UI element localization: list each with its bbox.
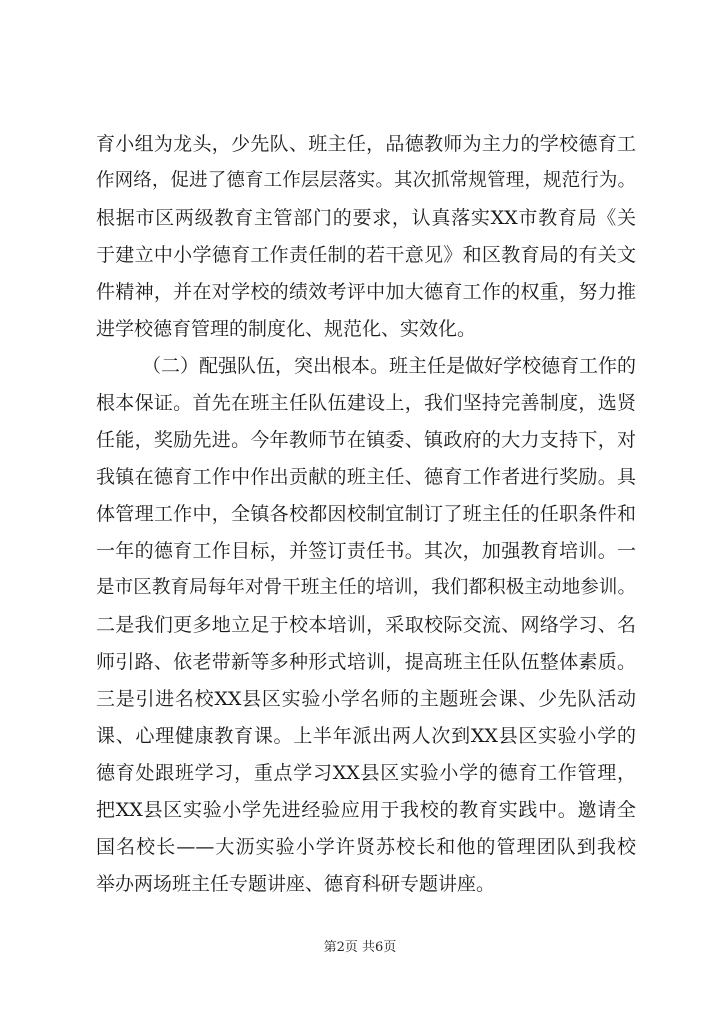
body-line-3: 根据市区两级教育主管部门的要求，认真落实XX市教育局《关 xyxy=(96,207,636,229)
body-line-1: 育小组为龙头，少先队、班主任，品德教师为主力的学校德育工 xyxy=(96,133,636,155)
body-line-20: 国名校长——大沥实验小学许贤苏校长和他的管理团队到我校 xyxy=(96,836,636,858)
section-heading-line: （二）配强队伍，突出根本。班主任是做好学校德育工作的 xyxy=(142,355,637,377)
body-line-18: 德育处跟班学习，重点学习XX县区实验小学的德育工作管理， xyxy=(96,762,636,784)
body-line-19: 把XX县区实验小学先进经验应用于我校的教育实践中。邀请全 xyxy=(96,799,636,821)
body-line-17: 课、心理健康教育课。上半年派出两人次到XX县区实验小学的 xyxy=(96,725,636,747)
body-line-4: 于建立中小学德育工作责任制的若干意见》和区教育局的有关文 xyxy=(96,244,636,266)
body-line-2: 作网络，促进了德育工作层层落实。其次抓常规管理，规范行为。 xyxy=(96,170,636,191)
body-line-6: 进学校德育管理的制度化、规范化、实效化。 xyxy=(96,318,477,340)
body-line-11: 体管理工作中，全镇各校都因校制宜制订了班主任的任职条件和 xyxy=(96,503,636,525)
body-line-16: 三是引进名校XX县区实验小学名师的主题班会课、少先队活动 xyxy=(96,688,636,710)
body-line-14: 二是我们更多地立足于校本培训，采取校际交流、网络学习、名 xyxy=(96,614,636,636)
page-number-footer: 第2页 共6页 xyxy=(323,940,397,955)
body-line-13: 是市区教育局每年对骨干班主任的培训，我们都积极主动地参训。 xyxy=(96,577,636,598)
body-line-8: 根本保证。首先在班主任队伍建设上，我们坚持完善制度，选贤 xyxy=(96,392,636,414)
body-line-9: 任能，奖励先进。今年教师节在镇委、镇政府的大力支持下，对 xyxy=(96,429,636,451)
body-line-15: 师引路、依老带新等多种形式培训，提高班主任队伍整体素质。 xyxy=(96,651,636,673)
body-line-5: 件精神，并在对学校的绩效考评中加大德育工作的权重，努力推 xyxy=(96,281,636,303)
body-line-10: 我镇在德育工作中作出贡献的班主任、德育工作者进行奖励。具 xyxy=(96,466,636,488)
body-line-12: 一年的德育工作目标，并签订责任书。其次，加强教育培训。一 xyxy=(96,540,636,562)
body-line-21: 举办两场班主任专题讲座、德育科研专题讲座。 xyxy=(96,873,496,895)
